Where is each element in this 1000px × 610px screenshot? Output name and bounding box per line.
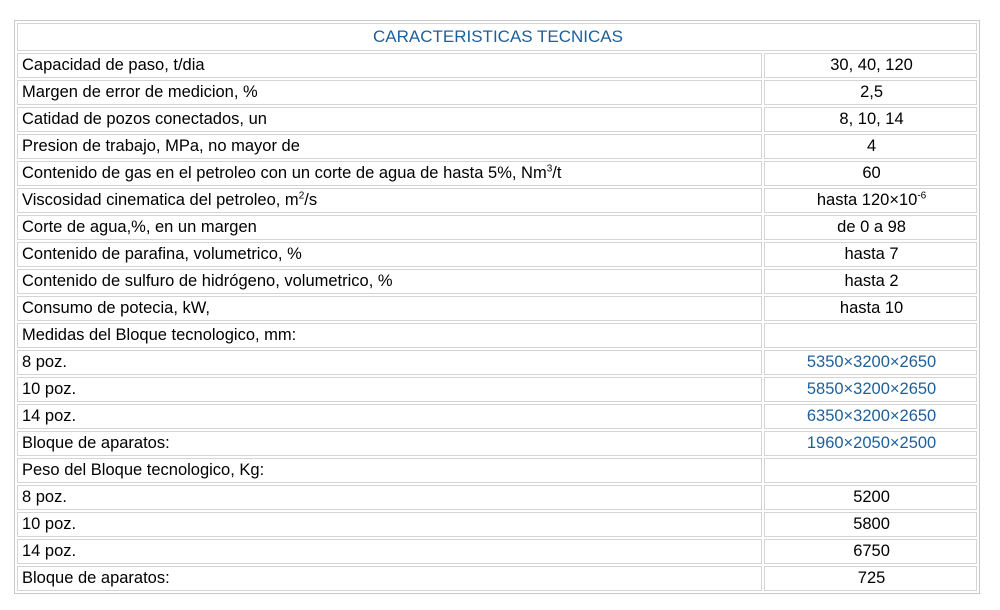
row-value: 5200 xyxy=(764,485,977,510)
row-value-link[interactable]: 6350×3200×2650 xyxy=(764,404,977,429)
table-row xyxy=(17,134,977,159)
table-row xyxy=(17,350,977,375)
table-row xyxy=(17,566,977,591)
table-row xyxy=(17,539,977,564)
row-label: Medidas del Bloque tecnologico, mm: xyxy=(17,323,762,348)
table-row xyxy=(17,215,977,240)
row-value: 6750 xyxy=(764,539,977,564)
table-row xyxy=(17,242,977,267)
row-value: hasta 2 xyxy=(764,269,977,294)
row-value: 2,5 xyxy=(764,80,977,105)
row-label: 14 poz. xyxy=(17,539,762,564)
table-row xyxy=(17,377,977,402)
table-row xyxy=(17,53,977,78)
row-value: 5800 xyxy=(764,512,977,537)
row-label-unit: /s xyxy=(304,191,318,209)
row-label: Peso del Bloque tecnologico, Kg: xyxy=(17,458,762,483)
table-title: CARACTERISTICAS TECNICAS xyxy=(17,23,977,51)
row-value: hasta 7 xyxy=(764,242,977,267)
table-title-row xyxy=(17,23,977,51)
row-label-superscript: 3 xyxy=(546,163,553,175)
row-value: 30, 40, 120 xyxy=(764,53,977,78)
row-label xyxy=(17,161,762,186)
row-value: 8, 10, 14 xyxy=(764,107,977,132)
table-row xyxy=(17,512,977,537)
row-label: Bloque de aparatos: xyxy=(17,431,762,456)
row-label: Margen de error de medicion, % xyxy=(17,80,762,105)
row-value: 4 xyxy=(764,134,977,159)
row-value-link[interactable]: 5350×3200×2650 xyxy=(764,350,977,375)
row-value xyxy=(764,188,977,213)
row-value: 60 xyxy=(764,161,977,186)
row-value-link[interactable]: 5850×3200×2650 xyxy=(764,377,977,402)
row-label-unit: /t xyxy=(552,164,562,182)
row-value-link[interactable]: 1960×2050×2500 xyxy=(764,431,977,456)
table-row xyxy=(17,80,977,105)
row-label: Presion de trabajo, MPa, no mayor de xyxy=(17,134,762,159)
row-label: 8 poz. xyxy=(17,485,762,510)
row-label: Capacidad de paso, t/dia xyxy=(17,53,762,78)
row-label: 8 poz. xyxy=(17,350,762,375)
row-value xyxy=(764,323,977,348)
table-row xyxy=(17,323,977,348)
row-value: hasta 10 xyxy=(764,296,977,321)
row-label xyxy=(17,188,762,213)
row-value-text: hasta 120×10 xyxy=(816,191,918,209)
table-row xyxy=(17,188,977,213)
row-label: Contenido de sulfuro de hidrógeno, volumetrico, % xyxy=(17,269,762,294)
table-row xyxy=(17,161,977,186)
specifications-table xyxy=(14,20,980,594)
table-row xyxy=(17,458,977,483)
row-label: Corte de agua,%, en un margen xyxy=(17,215,762,240)
table-row xyxy=(17,485,977,510)
table-row xyxy=(17,404,977,429)
row-label: 14 poz. xyxy=(17,404,762,429)
row-label-superscript: 2 xyxy=(298,190,305,202)
row-value xyxy=(764,458,977,483)
row-label: Catidad de pozos conectados, un xyxy=(17,107,762,132)
table-row xyxy=(17,296,977,321)
row-value: de 0 a 98 xyxy=(764,215,977,240)
row-value: 725 xyxy=(764,566,977,591)
table-row xyxy=(17,431,977,456)
row-label: Bloque de aparatos: xyxy=(17,566,762,591)
row-label-text: Contenido de gas en el petroleo con un corte de agua de hasta 5%, Nm xyxy=(22,164,547,182)
row-value-superscript: -6 xyxy=(917,190,927,202)
table-row xyxy=(17,107,977,132)
row-label-text: Viscosidad cinematica del petroleo, m xyxy=(22,191,299,209)
row-label: 10 poz. xyxy=(17,377,762,402)
table-row xyxy=(17,269,977,294)
row-label: 10 poz. xyxy=(17,512,762,537)
row-label: Contenido de parafina, volumetrico, % xyxy=(17,242,762,267)
row-label: Consumo de potecia, kW, xyxy=(17,296,762,321)
